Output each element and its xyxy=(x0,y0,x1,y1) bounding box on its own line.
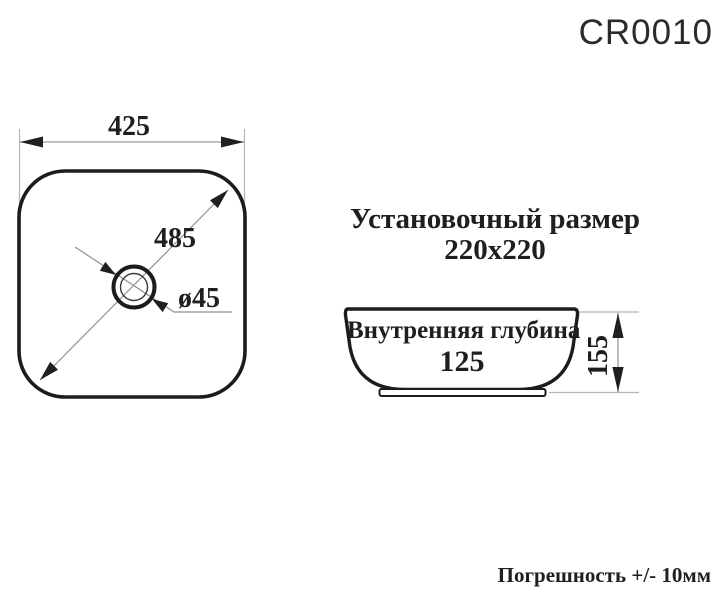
installation-size-value: 220x220 xyxy=(444,234,546,266)
drain-hole-inner xyxy=(121,274,148,301)
inner-depth-value: 125 xyxy=(439,345,485,378)
installation-size-block xyxy=(332,204,658,266)
arrowhead-right xyxy=(221,137,244,148)
plan-diagonal-dimension-label: 485 xyxy=(154,223,196,254)
plan-width-dimension-label: 425 xyxy=(108,111,150,142)
installation-size-title: Установочный размер xyxy=(349,203,641,235)
arrowhead-drain-lower xyxy=(152,299,168,312)
height-dimension-label: 155 xyxy=(583,335,614,377)
drain-diameter-label: ø45 xyxy=(178,283,220,314)
inner-depth-label: Внутренняя глубина xyxy=(347,317,581,344)
sink-top-view xyxy=(19,129,245,397)
arrowhead-drain-upper xyxy=(100,262,116,275)
drain-hole-outer xyxy=(114,267,155,308)
bowl-foot xyxy=(380,389,546,396)
tolerance-note: Погрешность +/- 10мм xyxy=(497,563,711,587)
product-code: CR0010 xyxy=(578,13,713,52)
arrowhead-left xyxy=(20,137,43,148)
